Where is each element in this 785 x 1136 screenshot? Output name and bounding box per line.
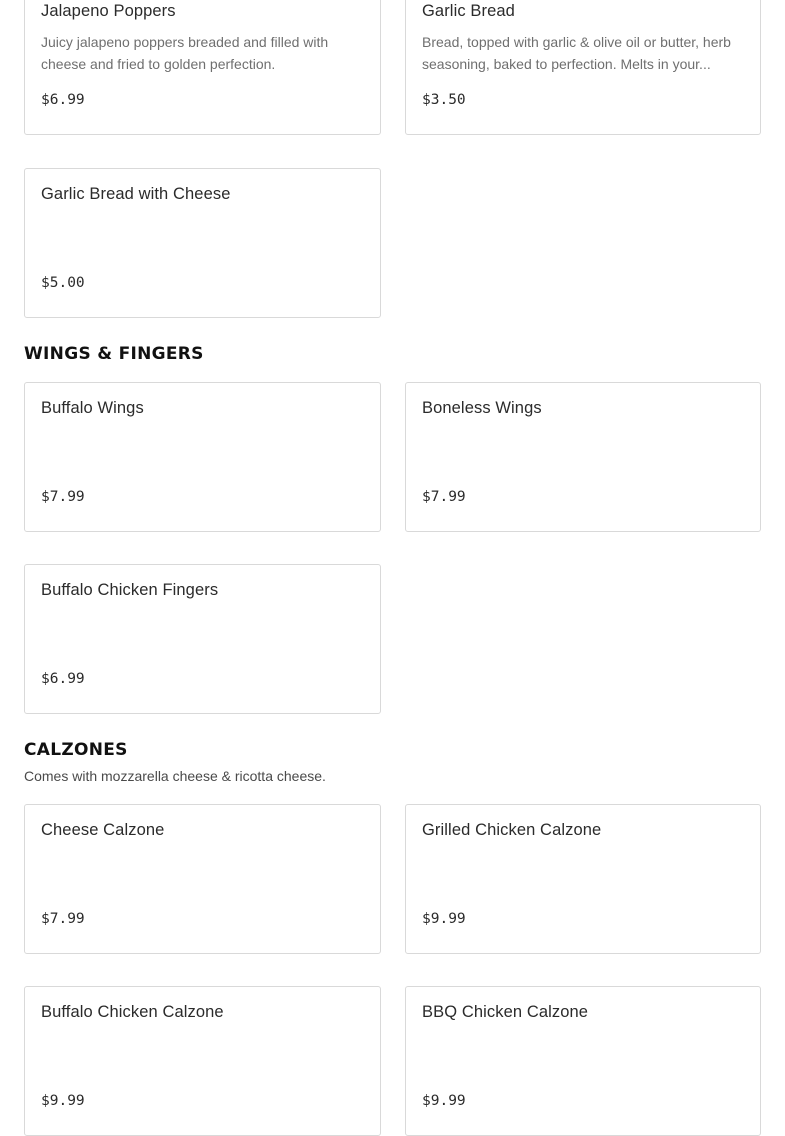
menu-item-name: Grilled Chicken Calzone <box>422 821 602 839</box>
menu-item-name: Buffalo Chicken Calzone <box>41 1003 224 1021</box>
menu-item-name: Garlic Bread <box>422 2 515 20</box>
menu-item-card[interactable] <box>24 986 381 1136</box>
menu-item-card[interactable] <box>24 804 381 954</box>
menu-item-card[interactable] <box>405 382 761 532</box>
menu-item-card[interactable] <box>24 564 381 714</box>
menu-item-card[interactable] <box>24 382 381 532</box>
menu-item-price: $9.99 <box>41 1093 85 1109</box>
menu-item-price: $6.99 <box>41 671 85 687</box>
menu-item-name: Jalapeno Poppers <box>41 2 176 20</box>
menu-item-price: $3.50 <box>422 92 466 108</box>
section-description: Comes with mozzarella cheese & ricotta cheese. <box>24 768 326 784</box>
menu-item-name: Buffalo Chicken Fingers <box>41 581 219 599</box>
menu-item-card[interactable] <box>405 804 761 954</box>
menu-item-name: Garlic Bread with Cheese <box>41 185 231 203</box>
menu-item-name: Buffalo Wings <box>41 399 144 417</box>
menu-item-card[interactable] <box>405 0 761 135</box>
menu-item-price: $9.99 <box>422 911 466 927</box>
section-title-wings-fingers: WINGS & FINGERS <box>24 344 204 364</box>
menu-item-card[interactable] <box>24 168 381 318</box>
section-title-calzones: CALZONES <box>24 740 128 760</box>
menu-item-name: Boneless Wings <box>422 399 542 417</box>
menu-item-card[interactable] <box>24 0 381 135</box>
menu-item-price: $7.99 <box>41 489 85 505</box>
menu-item-name: Cheese Calzone <box>41 821 165 839</box>
menu-item-name: BBQ Chicken Calzone <box>422 1003 589 1021</box>
menu-item-price: $7.99 <box>41 911 85 927</box>
menu-item-description: Juicy jalapeno poppers breaded and filled with cheese and fried to golden perfection. <box>41 34 329 72</box>
menu-item-price: $7.99 <box>422 489 466 505</box>
menu-item-price: $5.00 <box>41 275 85 291</box>
menu-item-price: $9.99 <box>422 1093 466 1109</box>
menu-item-description: Bread, topped with garlic & olive oil or butter, herb seasoning, baked to perfection. Melts in your... <box>422 34 731 72</box>
menu-item-card[interactable] <box>405 986 761 1136</box>
menu-item-price: $6.99 <box>41 92 85 108</box>
